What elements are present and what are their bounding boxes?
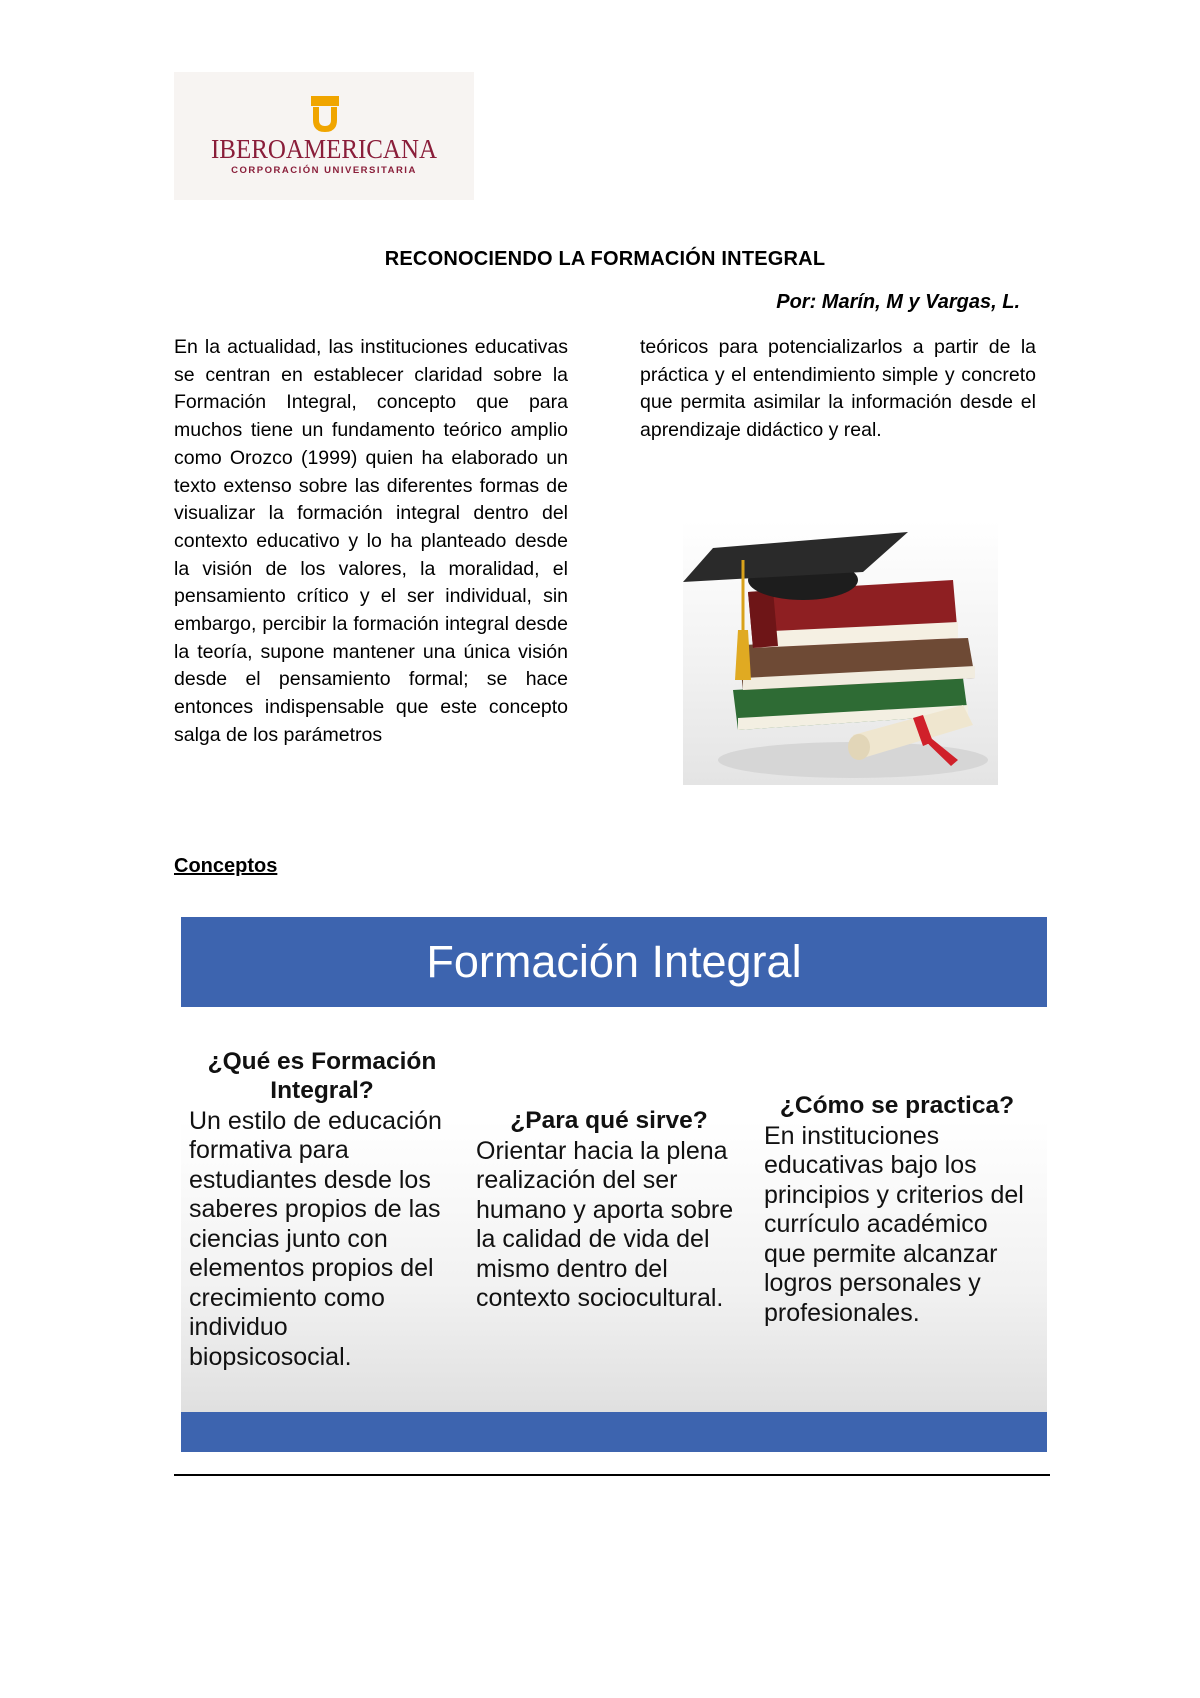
concept-column-purpose	[476, 1007, 742, 1412]
institution-logo	[174, 72, 474, 200]
concept-header: Formación Integral	[181, 917, 1047, 1007]
graduation-cap-books-icon	[683, 520, 998, 785]
concept-footer-bar	[181, 1412, 1047, 1452]
horizontal-divider	[174, 1474, 1050, 1476]
author-line: Por: Marín, M y Vargas, L.	[776, 291, 1020, 313]
intro-paragraph-left: En la actualidad, las instituciones educativas se centran en establecer claridad sobre la Formación Integral, concepto que para muchos tiene un fundamento teórico amplio como Orozco (1999) quien ha elaborado un texto extenso sobre las diferentes formas de visualizar la formación integral dentro del contexto educativo y lo ha planteado desde la visión de los valores, la moralidad, el pensamiento crítico y el ser individual, sin embargo, percibir la formación integral desde la teoría, supone mantener una única visión desde el pensamiento formal; se hace entonces indispensable que este concepto salga de los parámetros	[174, 336, 568, 746]
section-heading-concepts: Conceptos	[174, 855, 278, 877]
logo-name: IBEROAMERICANA	[211, 134, 438, 164]
document-title: RECONOCIENDO LA FORMACIÓN INTEGRAL	[384, 248, 826, 270]
concept-question: ¿Qué es Formación Integral?	[207, 1047, 437, 1104]
concept-answer: En instituciones educativas bajo los principios y criterios del currículo académico que permite alcanzar logros personales y profesionales.	[764, 1121, 1024, 1327]
concept-question: ¿Para qué sirve?	[510, 1106, 708, 1134]
concept-diagram	[181, 917, 1047, 1452]
logo-subtitle: CORPORACIÓN UNIVERSITARIA	[231, 165, 417, 176]
concept-answer: Un estilo de educación formativa para estudiantes desde los saberes propios de las ciencias junto con elementos propios del crecimiento como individuo biopsicosocial.	[189, 1106, 442, 1371]
concept-answer: Orientar hacia la plena realización del ser humano y aporta sobre la calidad de vida del mismo dentro del contexto sociocultural.	[476, 1136, 734, 1312]
concept-column-what	[189, 1007, 455, 1412]
concept-question: ¿Cómo se practica?	[779, 1091, 1015, 1119]
intro-paragraph-right: teóricos para potencializarlos a partir de la práctica y el entendimiento simple y concreto que permita asimilar la información desde el aprendizaje didáctico y real.	[640, 336, 1036, 442]
concept-column-practice	[764, 1007, 1030, 1412]
